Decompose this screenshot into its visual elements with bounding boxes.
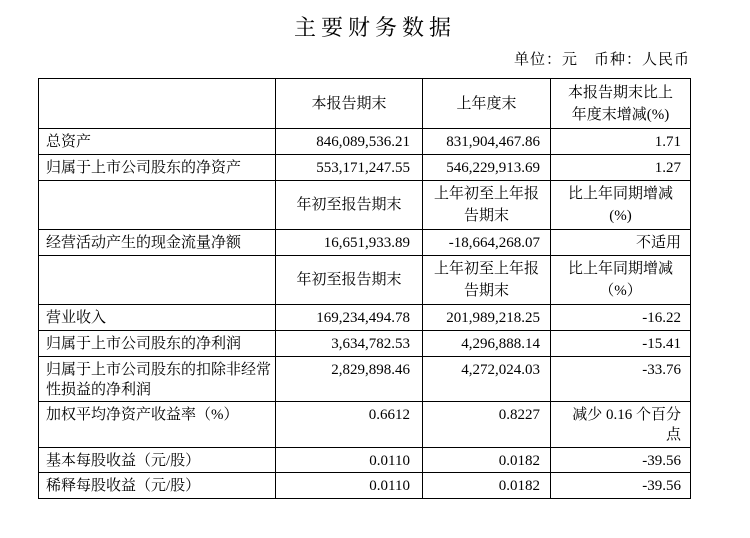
cell-current-value: 0.6612 xyxy=(276,402,423,448)
cell-change-value: 1.27 xyxy=(551,155,691,181)
cell-prior-value: 831,904,467.86 xyxy=(423,129,551,155)
header-yoy-change: 比上年同期增减（%） xyxy=(551,256,691,305)
table-header-ytd-income xyxy=(39,256,691,305)
row-net-profit-attributable xyxy=(39,331,691,357)
cell-change-value: 减少 0.16 个百分点 xyxy=(551,402,691,448)
header-empty-cell xyxy=(39,256,276,305)
cell-current-value: 846,089,536.21 xyxy=(276,129,423,155)
unit-currency-note: 单位：元 币种：人民币 xyxy=(513,52,690,68)
row-total-assets xyxy=(39,129,691,155)
cell-change-value: 不适用 xyxy=(551,230,691,256)
cell-change-value: -16.22 xyxy=(551,305,691,331)
cell-prior-value: 4,296,888.14 xyxy=(423,331,551,357)
row-label: 营业收入 xyxy=(39,305,276,331)
row-label: 归属于上市公司股东的扣除非经常性损益的净利润 xyxy=(39,357,276,402)
cell-prior-value: 546,229,913.69 xyxy=(423,155,551,181)
row-operating-cash-flow xyxy=(39,230,691,256)
cell-prior-value: 0.0182 xyxy=(423,448,551,473)
cell-prior-value: 201,989,218.25 xyxy=(423,305,551,331)
table-header-period-end xyxy=(39,79,691,129)
cell-change-value: -39.56 xyxy=(551,473,691,499)
cell-prior-value: 0.0182 xyxy=(423,473,551,499)
financial-data-table xyxy=(38,78,691,499)
cell-current-value: 169,234,494.78 xyxy=(276,305,423,331)
header-yoy-change: 比上年同期增减(%) xyxy=(551,181,691,230)
row-net-profit-excl-nonrecurring xyxy=(39,357,691,402)
cell-change-value: -33.76 xyxy=(551,357,691,402)
row-label: 归属于上市公司股东的净利润 xyxy=(39,331,276,357)
row-label: 基本每股收益（元/股） xyxy=(39,448,276,473)
cell-current-value: 0.0110 xyxy=(276,448,423,473)
cell-current-value: 3,634,782.53 xyxy=(276,331,423,357)
row-diluted-eps xyxy=(39,473,691,499)
cell-current-value: 553,171,247.55 xyxy=(276,155,423,181)
cell-change-value: -15.41 xyxy=(551,331,691,357)
cell-current-value: 0.0110 xyxy=(276,473,423,499)
row-label: 加权平均净资产收益率（%） xyxy=(39,402,276,448)
header-empty-cell xyxy=(39,79,276,129)
cell-prior-value: -18,664,268.07 xyxy=(423,230,551,256)
row-net-assets-attributable xyxy=(39,155,691,181)
header-change-vs-prior-year-end: 本报告期末比上年度末增减(%) xyxy=(551,79,691,129)
cell-prior-value: 0.8227 xyxy=(423,402,551,448)
table-header-ytd-cashflow xyxy=(39,181,691,230)
cell-current-value: 16,651,933.89 xyxy=(276,230,423,256)
page-title: 主要财务数据 xyxy=(293,15,456,40)
header-empty-cell xyxy=(39,181,276,230)
row-weighted-average-roe xyxy=(39,402,691,448)
header-ytd-current: 年初至报告期末 xyxy=(276,256,423,305)
cell-change-value: 1.71 xyxy=(551,129,691,155)
row-label: 经营活动产生的现金流量净额 xyxy=(39,230,276,256)
header-ytd-current: 年初至报告期末 xyxy=(276,181,423,230)
row-label: 稀释每股收益（元/股） xyxy=(39,473,276,499)
row-basic-eps xyxy=(39,448,691,473)
header-prior-year-end: 上年度末 xyxy=(423,79,551,129)
header-current-period-end: 本报告期末 xyxy=(276,79,423,129)
header-ytd-prior: 上年初至上年报告期末 xyxy=(423,256,551,305)
cell-change-value: -39.56 xyxy=(551,448,691,473)
header-ytd-prior: 上年初至上年报告期末 xyxy=(423,181,551,230)
row-label: 归属于上市公司股东的净资产 xyxy=(39,155,276,181)
row-operating-revenue xyxy=(39,305,691,331)
cell-current-value: 2,829,898.46 xyxy=(276,357,423,402)
row-label: 总资产 xyxy=(39,129,276,155)
cell-prior-value: 4,272,024.03 xyxy=(423,357,551,402)
